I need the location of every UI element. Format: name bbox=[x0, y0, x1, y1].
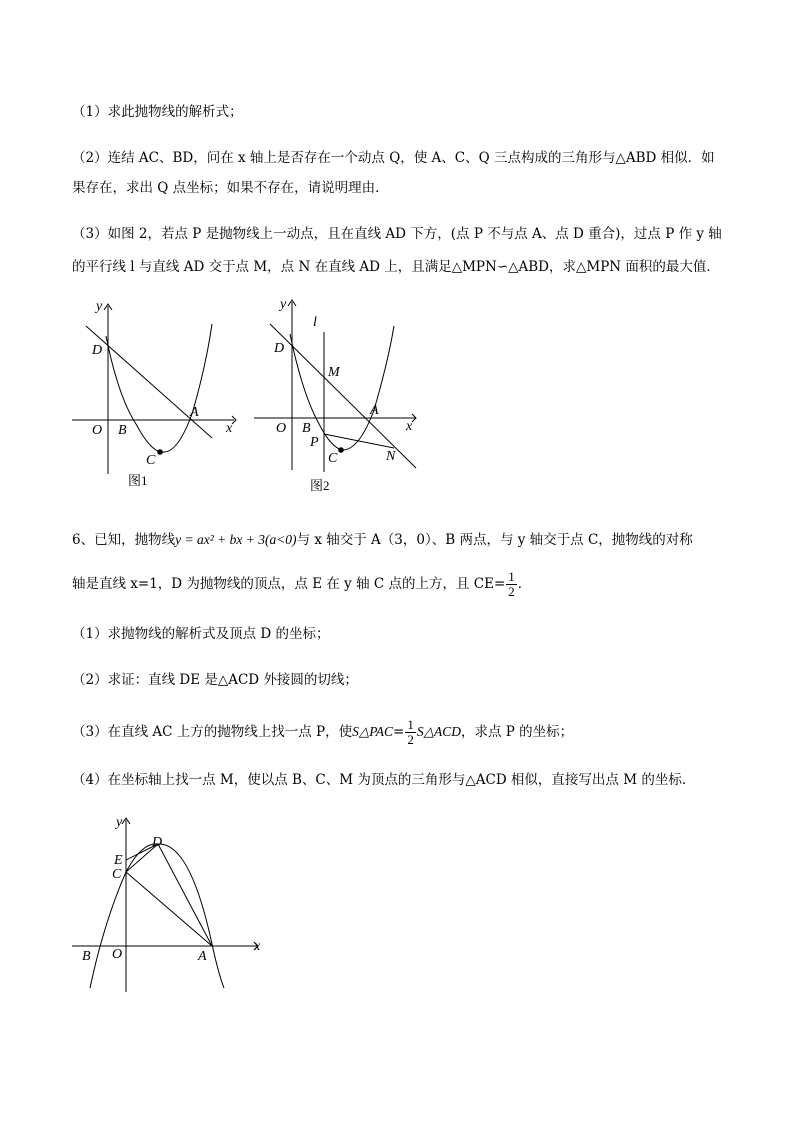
fig1-label-y: y bbox=[96, 299, 103, 314]
q6-line2-end: ． bbox=[517, 576, 532, 592]
q6-half-num: 1 bbox=[407, 717, 414, 732]
q6-line1 bbox=[72, 530, 732, 550]
q6-equals: = bbox=[393, 724, 405, 740]
q5-part1: （1）求此抛物线的解析式； bbox=[72, 104, 243, 120]
fig2-label-m: M bbox=[328, 365, 340, 380]
fig2-label-a: A bbox=[370, 403, 379, 418]
q6-segment-ca bbox=[126, 872, 212, 946]
q6-part1: （1）求抛物线的解析式及顶点 D 的坐标； bbox=[72, 626, 330, 642]
q6-ce-num: 1 bbox=[508, 569, 515, 584]
q6-part3-b: ，求点 P 的坐标； bbox=[460, 724, 574, 740]
q6-ce-den: 2 bbox=[508, 584, 515, 599]
q6-label-c: C bbox=[112, 867, 122, 882]
q5-part2-line1: （2）连结 AC、BD，问在 x 轴上是否存在一个动点 Q，使 A、C、Q 三点构成的三角形与△ABD 相似．如 bbox=[72, 150, 715, 166]
q5-part3-line1: （3）如图 2，若点 P 是抛物线上一动点，且在直线 AD 下方，(点 P 不与点 A、点 D 重合)，过点 P 作 y 轴 bbox=[72, 226, 722, 242]
q6-label-d: D bbox=[152, 835, 163, 850]
fig1-label-b: B bbox=[118, 423, 127, 438]
q6-label-x: x bbox=[254, 939, 261, 954]
q6-part2: （2）求证：直线 DE 是△ACD 外接圆的切线； bbox=[72, 672, 358, 688]
fig1-label-o: O bbox=[92, 423, 103, 438]
q6-label-a: A bbox=[198, 949, 207, 964]
q6-half-den: 2 bbox=[407, 732, 414, 747]
fig1-point-c bbox=[157, 449, 163, 455]
fig1-label-d: D bbox=[92, 343, 103, 358]
figure-1 bbox=[66, 296, 246, 496]
q6-half-fraction bbox=[405, 718, 416, 747]
q6-segment-da bbox=[158, 844, 212, 946]
fig1-label-x: x bbox=[226, 421, 233, 436]
fig2-caption: 图2 bbox=[310, 478, 330, 493]
q5-part3-line2: 的平行线 l 与直线 AD 交于点 M，点 N 在直线 AD 上，且满足△MPN∽△ABD，求△MPN 面积的最大值． bbox=[72, 259, 720, 275]
fig2-label-p: P bbox=[310, 435, 319, 450]
fig2-label-c: C bbox=[328, 451, 338, 466]
fig2-label-d: D bbox=[274, 341, 285, 356]
q6-s-pac: S△PAC bbox=[352, 724, 394, 739]
figure-2 bbox=[248, 292, 428, 498]
q6-intro-a: 6、已知，抛物线 bbox=[72, 532, 176, 548]
q6-formula: y = ax² + bx + 3 bbox=[175, 532, 265, 547]
q6-s-acd: S△ACD bbox=[416, 724, 461, 739]
q6-ce-fraction bbox=[506, 570, 517, 599]
fig2-label-b: B bbox=[302, 421, 311, 436]
q6-line2-a: 轴是直线 x=1，D 为抛物线的顶点，点 E 在 y 轴 C 点的上方，且 CE= bbox=[72, 576, 506, 592]
fig2-label-x: x bbox=[406, 419, 413, 434]
q6-label-e: E bbox=[114, 853, 123, 868]
fig2-label-n: N bbox=[386, 449, 396, 464]
q5-part2-line2: 果存在，求出 Q 点坐标；如果不存在，请说明理由． bbox=[72, 180, 389, 196]
fig2-point-c bbox=[338, 447, 344, 453]
fig1-label-c: C bbox=[146, 453, 156, 468]
fig1-caption: 图1 bbox=[128, 473, 148, 488]
q6-intro-b: 与 x 轴交于 A（3，0）、B 两点，与 y 轴交于点 C，抛物线的对称 bbox=[296, 532, 693, 548]
q6-cond: (a<0) bbox=[264, 532, 297, 547]
fig1-label-a: A bbox=[190, 405, 199, 420]
q6-parabola bbox=[90, 844, 224, 988]
fig2-label-l: l bbox=[313, 315, 317, 330]
q6-part4: （4）在坐标轴上找一点 M，使以点 B、C、M 为顶点的三角形与△ACD 相似，直接写出点 M 的坐标． bbox=[72, 772, 696, 788]
q6-part3 bbox=[72, 718, 732, 747]
q6-label-y: y bbox=[116, 815, 123, 830]
q6-label-o: O bbox=[112, 947, 123, 962]
q6-label-b: B bbox=[82, 949, 91, 964]
fig2-label-y: y bbox=[280, 297, 287, 312]
figure-q6 bbox=[68, 812, 268, 1002]
fig1-line-ad bbox=[86, 326, 212, 438]
fig2-label-o: O bbox=[276, 421, 287, 436]
q6-line2 bbox=[72, 570, 732, 599]
q6-part3-a: （3）在直线 AC 上方的抛物线上找一点 P，使 bbox=[72, 724, 353, 740]
